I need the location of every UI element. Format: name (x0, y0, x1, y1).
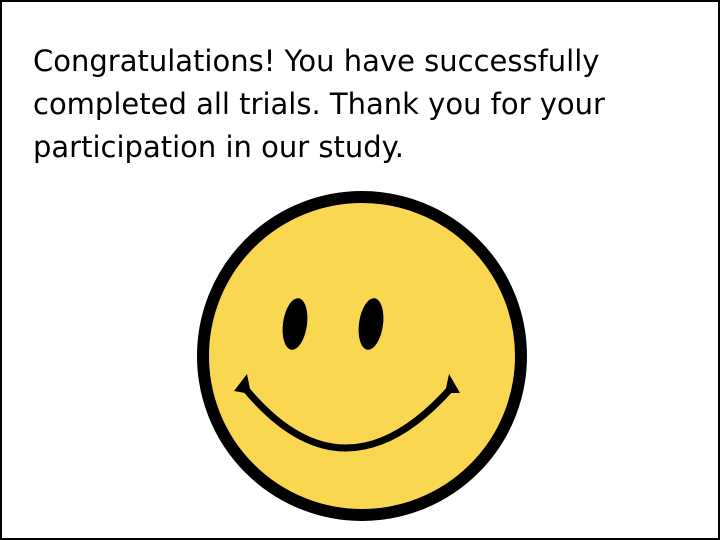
smiley-face-icon (194, 191, 530, 527)
completion-message: Congratulations! You have successfully completed all trials. Thank you for your participation in our study. (33, 44, 605, 164)
smiley-face (203, 197, 521, 515)
